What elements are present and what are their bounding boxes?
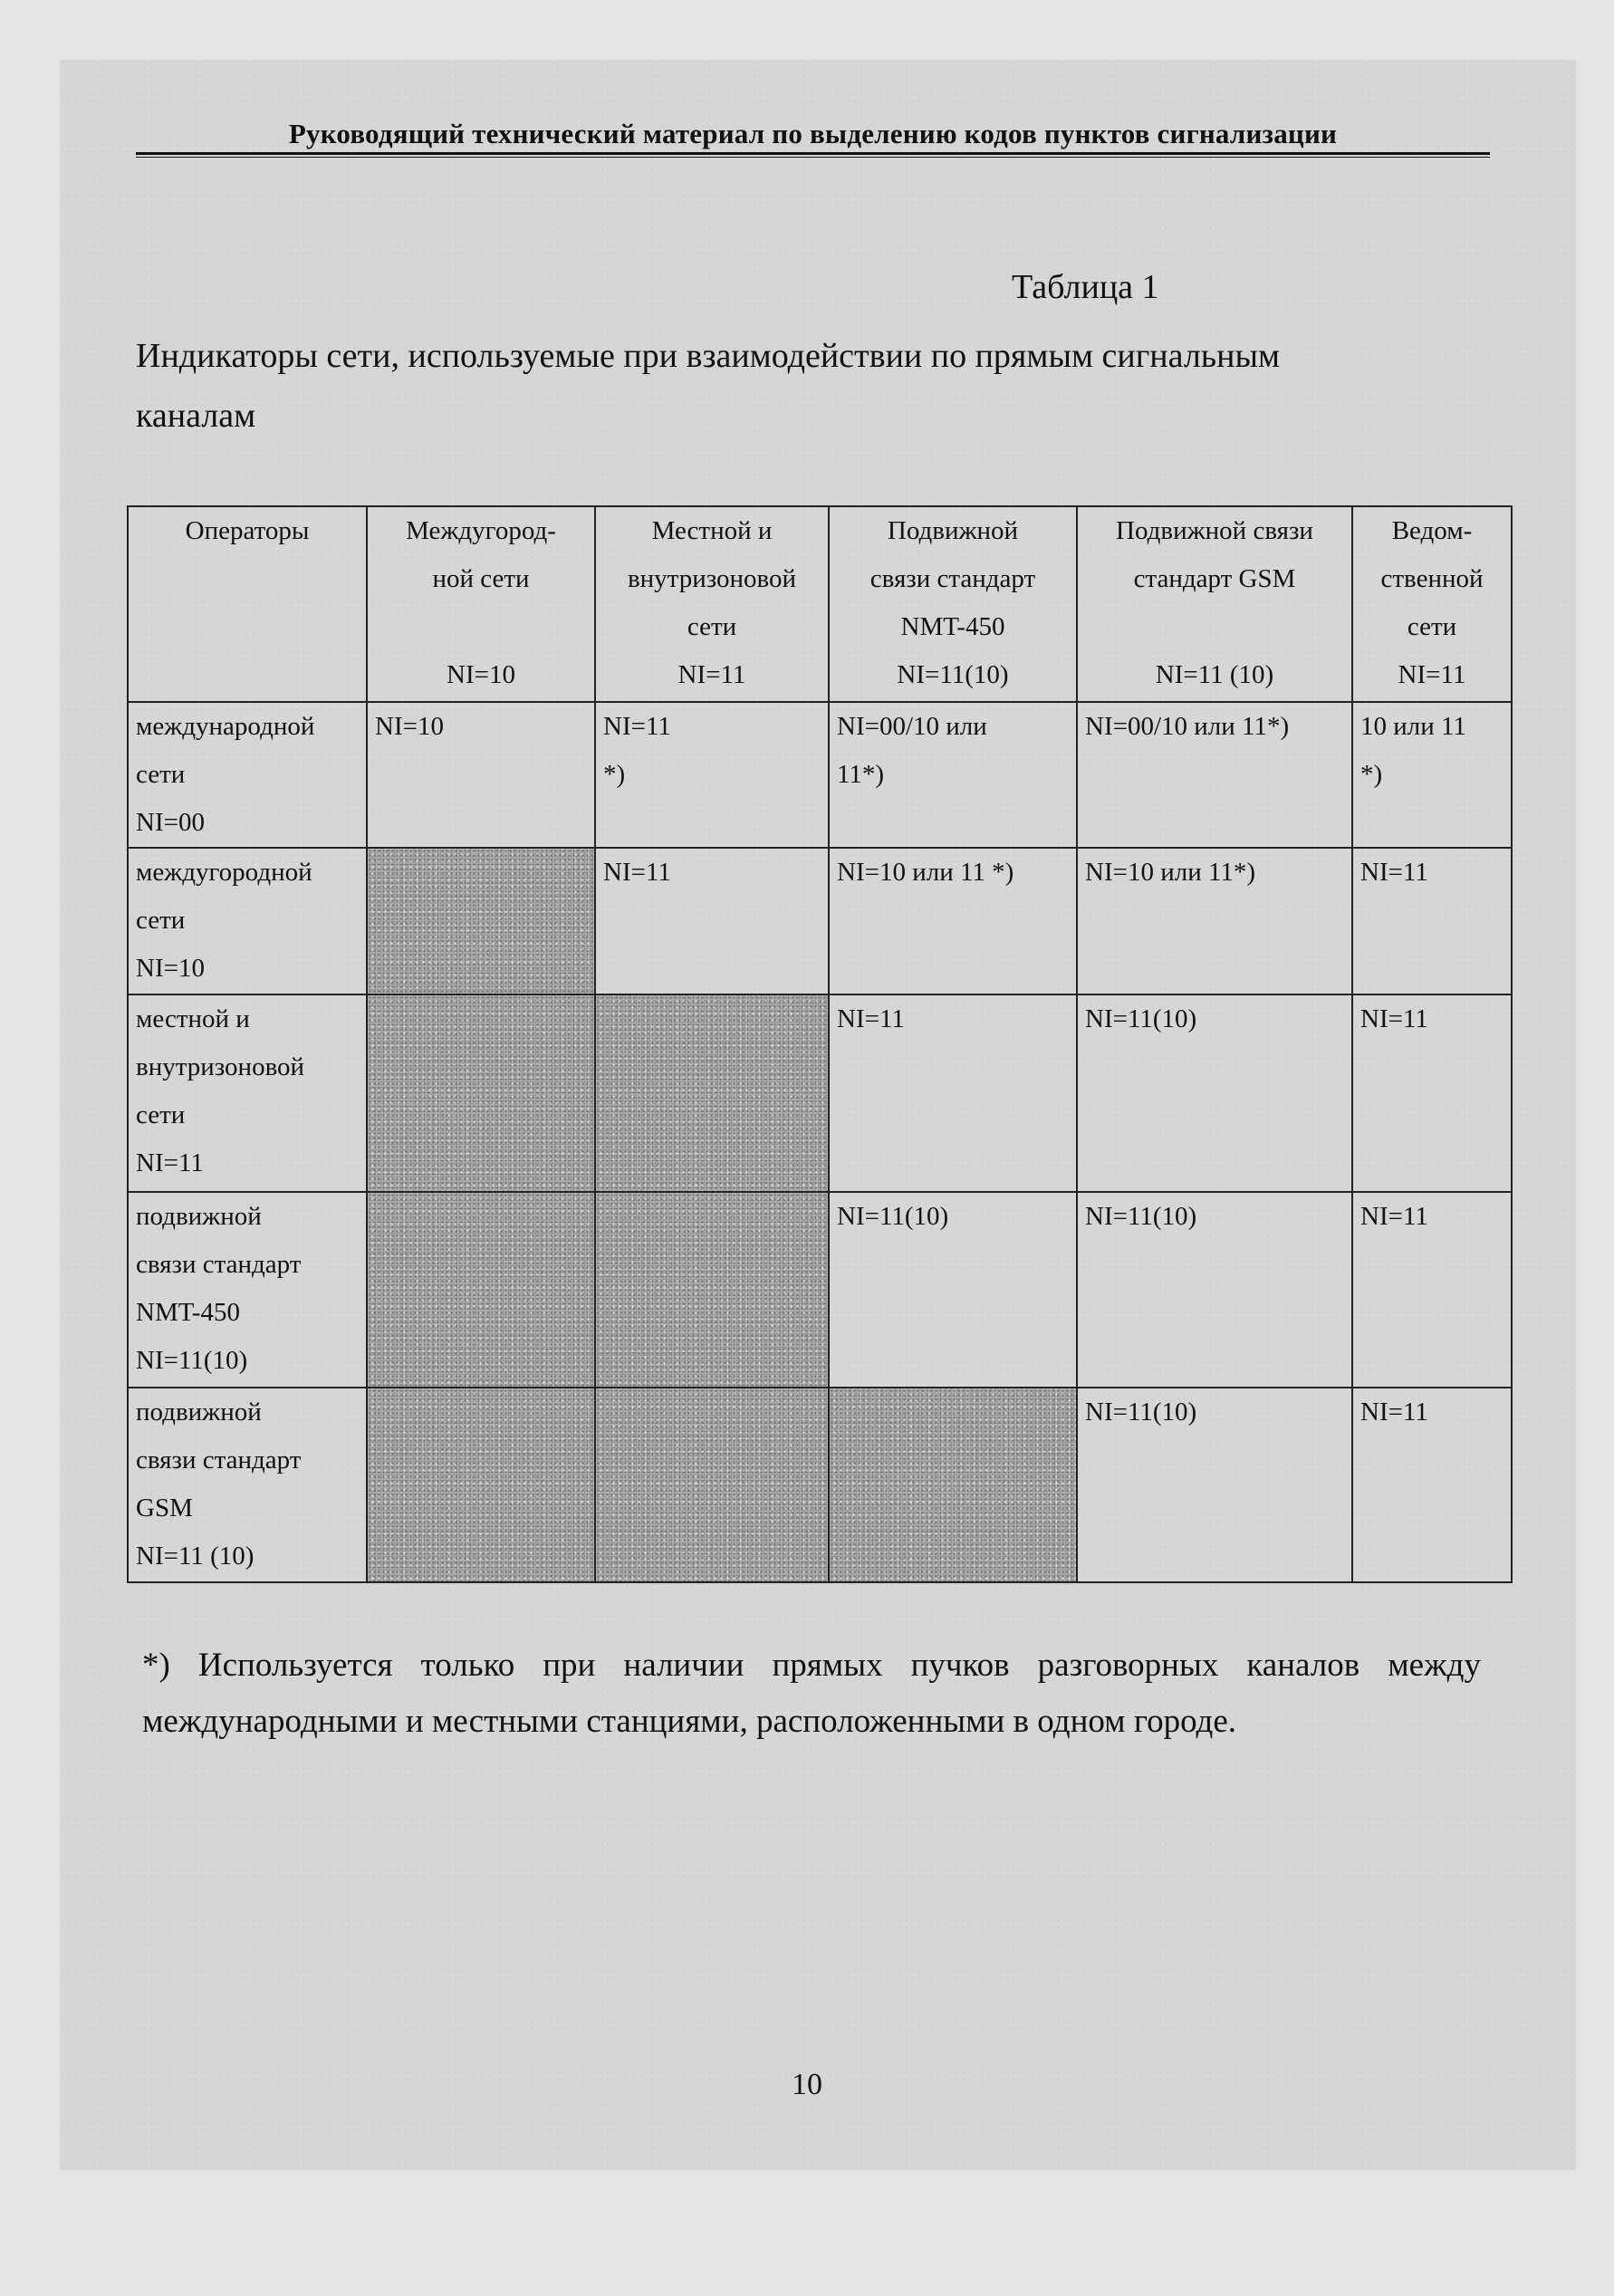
- header-ni: NI=11 (10): [1155, 660, 1274, 689]
- table-header-row: [128, 506, 1512, 702]
- row-operator: местной и внутризоновой сети NI=11: [128, 994, 367, 1192]
- header-ni: NI=10: [447, 660, 515, 689]
- row-operator: международной сети NI=00: [128, 702, 367, 848]
- table-cell: 10 или 11 *): [1352, 702, 1512, 848]
- shaded-cell: [367, 994, 595, 1192]
- table-row: [128, 848, 1512, 994]
- table-cell: NI=11(10): [1077, 1192, 1352, 1388]
- table-cell: NI=00/10 или 11*): [829, 702, 1077, 848]
- table-cell: NI=10 или 11*): [1077, 848, 1352, 994]
- table-cell: NI=11: [1352, 848, 1512, 994]
- shaded-cell: [595, 994, 829, 1192]
- table-number: Таблица 1: [1012, 268, 1159, 306]
- header-label: Междугород- ной сети: [406, 516, 556, 593]
- header-rule: [136, 152, 1490, 158]
- table-cell: NI=11 *): [595, 702, 829, 848]
- row-operator: подвижной связи стандарт GSM NI=11 (10): [128, 1388, 367, 1582]
- header-gsm: [1077, 506, 1352, 702]
- table-cell: NI=11(10): [1077, 994, 1352, 1192]
- shaded-cell: [367, 1192, 595, 1388]
- header-operators: [128, 506, 367, 702]
- table-row: [128, 1388, 1512, 1582]
- header-label: Подвижной связи стандарт GSM: [1116, 516, 1313, 593]
- table-row: [128, 994, 1512, 1192]
- footnote: *) Используется только при наличии прямых пучков разговорных каналов между международными и местными станциями, расположенными в одном городе.: [142, 1647, 1481, 1740]
- header-departmental: [1352, 506, 1512, 702]
- shaded-cell: [595, 1192, 829, 1388]
- table-row: [128, 1192, 1512, 1388]
- header-ni: NI=11: [677, 660, 746, 689]
- table-cell: NI=10 или 11 *): [829, 848, 1077, 994]
- network-indicator-table: [127, 505, 1513, 1583]
- running-header: Руководящий технический материал по выделению кодов пунктов сигнализации: [288, 118, 1338, 149]
- table-cell: NI=11: [829, 994, 1077, 1192]
- header-label: Местной и внутризоновой сети: [627, 516, 797, 641]
- header-local-zonal: [595, 506, 829, 702]
- shaded-cell: [367, 1388, 595, 1582]
- shaded-cell: [595, 1388, 829, 1582]
- table-cell: NI=11: [595, 848, 829, 994]
- row-operator: подвижной связи стандарт NMT-450 NI=11(10): [128, 1192, 367, 1388]
- header-label: Операторы: [185, 516, 310, 545]
- table-cell: NI=11(10): [829, 1192, 1077, 1388]
- header-label: Подвижной связи стандарт NMT-450: [869, 516, 1036, 641]
- table-cell: NI=11: [1352, 1192, 1512, 1388]
- row-operator: междугородной сети NI=10: [128, 848, 367, 994]
- table-row: [128, 702, 1512, 848]
- shaded-cell: [367, 848, 595, 994]
- table-cell: NI=00/10 или 11*): [1077, 702, 1352, 848]
- header-long-distance: [367, 506, 595, 702]
- header-ni: NI=11: [1398, 660, 1466, 689]
- header-ni: NI=11(10): [897, 660, 1009, 689]
- table-cell: NI=11: [1352, 994, 1512, 1192]
- table-cell: NI=10: [367, 702, 595, 848]
- shaded-cell: [829, 1388, 1077, 1582]
- table-cell: NI=11(10): [1077, 1388, 1352, 1582]
- page-number: 10: [792, 2068, 822, 2101]
- table-caption: Индикаторы сети, используемые при взаимодействии по прямым сигнальным каналам: [136, 337, 1281, 435]
- header-nmt450: [829, 506, 1077, 702]
- table-cell: NI=11: [1352, 1388, 1512, 1582]
- header-label: Ведом- ственной сети: [1380, 516, 1484, 641]
